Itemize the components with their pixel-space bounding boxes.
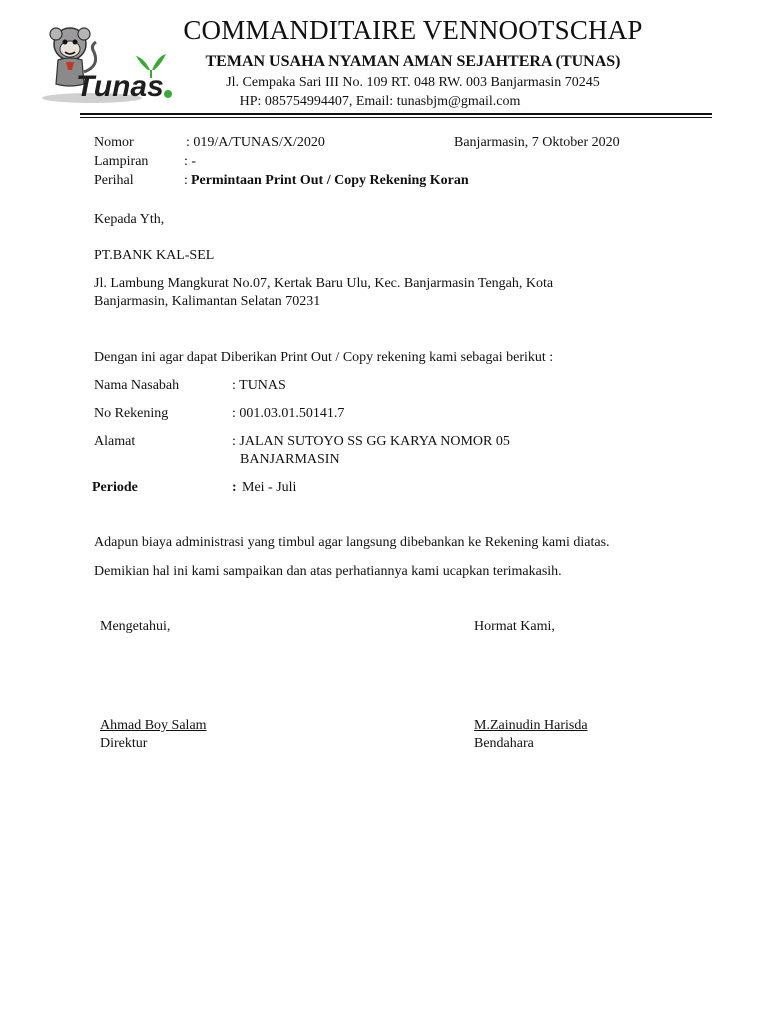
salutation: Kepada Yth, [94, 212, 165, 227]
company-name-heading: TEMAN USAHA NYAMAN AMAN SEJAHTERA (TUNAS) [205, 53, 621, 70]
recipient-name: PT.BANK KAL-SEL [94, 248, 215, 263]
logo-wordmark: Tunas [76, 70, 164, 103]
recipient-address-line1: Jl. Lambung Mangkurat No.07, Kertak Baru Ulu, Kec. Banjarmasin Tengah, Kota [94, 276, 554, 291]
place-date: Banjarmasin, 7 Oktober 2020 [454, 135, 620, 150]
body-intro: Dengan ini agar dapat Diberikan Print Out / Copy rekening kami sebagai berikut : [94, 350, 554, 365]
field-label-periode: Periode [92, 480, 138, 495]
letterhead-rule-thin [80, 117, 712, 118]
field-value-rekening: : 001.03.01.50141.7 [232, 406, 345, 421]
field-value-periode: Mei - Juli [242, 480, 297, 495]
field-label-alamat: Alamat [94, 434, 136, 449]
nomor-value: : 019/A/TUNAS/X/2020 [186, 135, 325, 150]
field-value-nama: : TUNAS [232, 378, 286, 393]
lampiran-label: Lampiran [94, 154, 149, 169]
field-colon-periode: : [232, 480, 237, 495]
signature-right-heading: Hormat Kami, [474, 619, 555, 634]
signature-left-name: Ahmad Boy Salam [100, 718, 207, 733]
field-label-rekening: No Rekening [94, 406, 169, 421]
recipient-address-line2: Banjarmasin, Kalimantan Selatan 70231 [94, 294, 321, 309]
company-address: Jl. Cempaka Sari III No. 109 RT. 048 RW. 003 Banjarmasin 70245 [226, 75, 600, 90]
body-paragraph-1: Adapun biaya administrasi yang timbul agar langsung dibebankan ke Rekening kami diatas. [94, 535, 610, 550]
field-value-alamat: : JALAN SUTOYO SS GG KARYA NOMOR 05 [232, 434, 510, 449]
perihal-colon: : [184, 173, 188, 188]
company-type-heading: COMMANDITAIRE VENNOOTSCHAP [183, 15, 643, 45]
lampiran-value: : - [184, 154, 197, 169]
signature-right-title: Bendahara [474, 736, 534, 751]
company-contact: HP: 085754994407, Email: tunasbjm@gmail.com [239, 94, 521, 109]
signature-right-name: M.Zainudin Harisda [474, 718, 588, 733]
letterhead-rule-thick [80, 113, 712, 115]
perihal-value: Permintaan Print Out / Copy Rekening Koran [191, 173, 469, 188]
signature-left-heading: Mengetahui, [100, 619, 171, 634]
signature-left-title: Direktur [100, 736, 148, 751]
field-label-nama: Nama Nasabah [94, 378, 180, 393]
nomor-label: Nomor [94, 135, 134, 150]
field-value-alamat-line2: BANJARMASIN [240, 452, 340, 467]
body-paragraph-2: Demikian hal ini kami sampaikan dan atas perhatiannya kami ucapkan terimakasih. [94, 564, 562, 579]
perihal-label: Perihal [94, 173, 134, 188]
